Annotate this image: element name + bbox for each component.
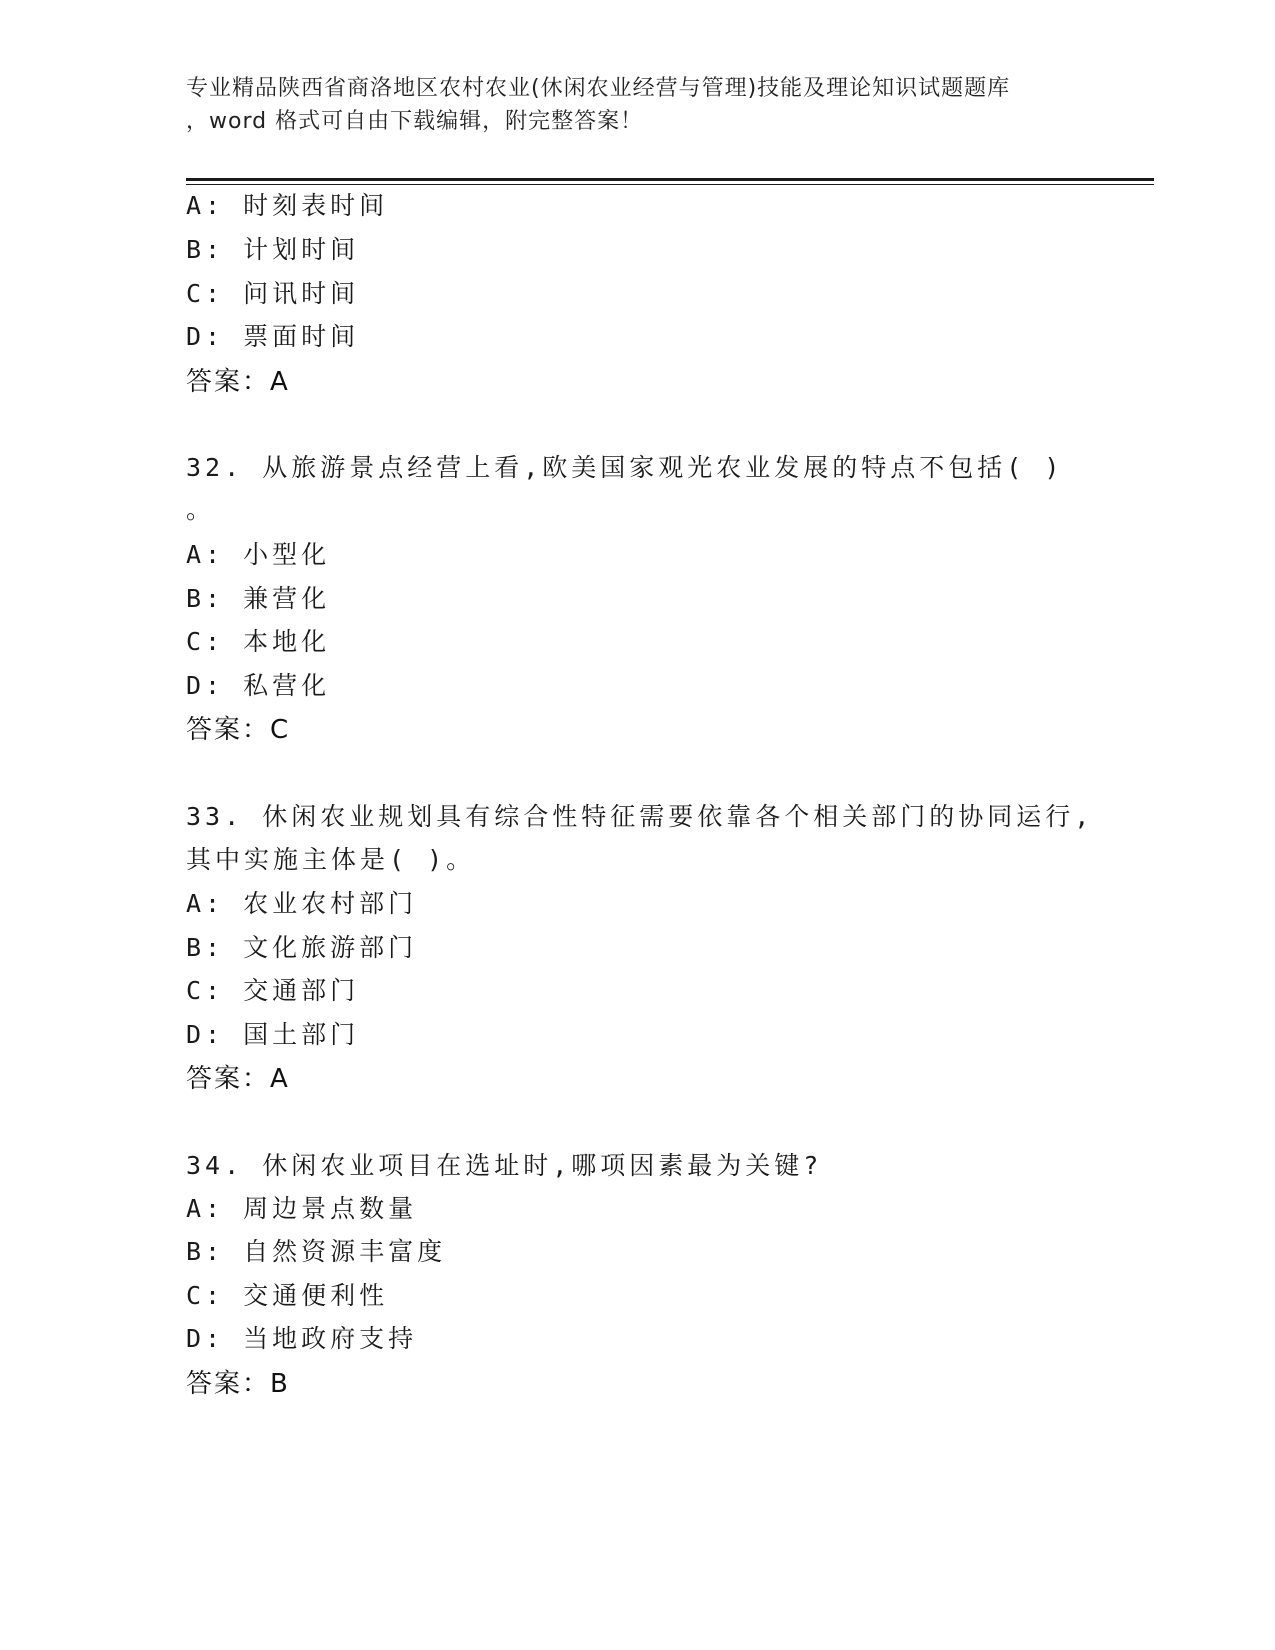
question-32-option-c: C: 本地化 xyxy=(186,627,331,656)
header-divider-thick xyxy=(186,178,1154,181)
header-divider-thin xyxy=(186,184,1154,185)
question-33-option-a: A: 农业农村部门 xyxy=(186,889,418,918)
question-33-option-d: D: 国土部门 xyxy=(186,1020,360,1049)
question-34-stem-line-1: 34. 休闲农业项目在选址时,哪项因素最为关键? xyxy=(186,1151,823,1180)
question-31-option-a: A: 时刻表时间 xyxy=(186,191,389,220)
question-31-option-b: B: 计划时间 xyxy=(186,235,360,264)
question-34-option-b: B: 自然资源丰富度 xyxy=(186,1237,447,1266)
question-32-option-a: A: 小型化 xyxy=(186,540,331,569)
question-32-stem-line-1: 32. 从旅游景点经营上看,欧美国家观光农业发展的特点不包括( ) xyxy=(186,453,1064,482)
header-title-line-1: 专业精品陕西省商洛地区农村农业(休闲农业经营与管理)技能及理论知识试题题库 xyxy=(186,76,1011,101)
question-31-option-c: C: 问讯时间 xyxy=(186,279,360,308)
question-34-option-d: D: 当地政府支持 xyxy=(186,1324,418,1353)
question-31-answer: 答案：A xyxy=(186,367,290,397)
question-31-option-d: D: 票面时间 xyxy=(186,322,360,351)
question-33-option-c: C: 交通部门 xyxy=(186,976,360,1005)
document-header xyxy=(186,72,1146,138)
question-32-option-d: D: 私营化 xyxy=(186,671,331,700)
question-33-stem-line-1: 33. 休闲农业规划具有综合性特征需要依靠各个相关部门的协同运行, xyxy=(186,802,1094,831)
question-32-option-b: B: 兼营化 xyxy=(186,584,331,613)
question-32-answer: 答案：C xyxy=(186,715,291,745)
question-32-stem-line-2: 。 xyxy=(186,495,216,524)
question-34-option-c: C: 交通便利性 xyxy=(186,1281,389,1310)
question-33-option-b: B: 文化旅游部门 xyxy=(186,933,418,962)
question-33-answer: 答案：A xyxy=(186,1064,290,1094)
question-34-answer: 答案：B xyxy=(186,1369,290,1399)
question-34-option-a: A: 周边景点数量 xyxy=(186,1194,418,1223)
question-33-stem-line-2: 其中实施主体是( )。 xyxy=(186,845,476,874)
header-title-line-2: ，word 格式可自由下载编辑，附完整答案！ xyxy=(186,109,644,134)
